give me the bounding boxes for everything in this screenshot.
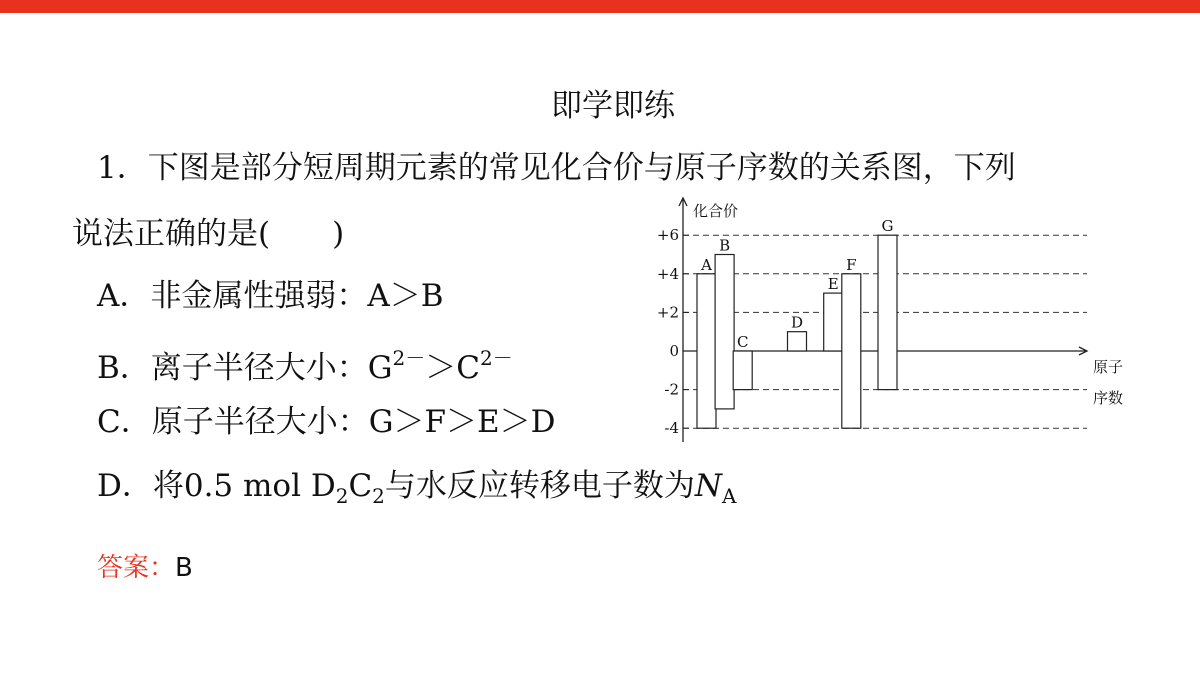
- option-superscript: 2－: [392, 346, 426, 370]
- option-a[interactable]: [97, 276, 444, 316]
- option-subscript: 2: [372, 484, 385, 508]
- bar-label: E: [827, 275, 839, 294]
- bar-label: D: [790, 313, 804, 332]
- x-axis-label: 原子: [1093, 358, 1124, 376]
- y-axis-label: 化合价: [693, 202, 739, 220]
- answer-label: 答案：: [97, 553, 176, 583]
- y-tick-label: 0: [669, 342, 679, 360]
- option-text: 离子半径大小：G: [150, 350, 393, 386]
- option-subscript: A: [722, 484, 737, 508]
- bar-label: A: [701, 255, 712, 274]
- y-tick-label: -4: [664, 419, 679, 438]
- option-c[interactable]: [97, 402, 556, 442]
- option-text: C: [348, 468, 373, 504]
- option-superscript: 2－: [480, 346, 513, 370]
- option-italic-symbol: N: [694, 468, 723, 504]
- y-tick-label: +6: [656, 226, 679, 245]
- option-letter: C．: [97, 404, 152, 440]
- question-number: 1．: [97, 150, 148, 186]
- bar-f: [842, 274, 861, 428]
- bar-c: [733, 351, 752, 390]
- bar-label: F: [846, 255, 857, 274]
- option-letter: B．: [97, 350, 151, 386]
- y-tick-label: -2: [664, 380, 679, 399]
- y-tick-label: +4: [656, 264, 679, 283]
- option-letter: D．: [97, 468, 153, 504]
- y-tick-label: +2: [656, 303, 679, 322]
- answer-line: [97, 551, 193, 585]
- option-text: 与水反应转移电子数为: [384, 468, 695, 504]
- question-stem: 下图是部分短周期元素的常见化合价与原子序数的关系图，下列: [147, 150, 1016, 186]
- option-b[interactable]: [97, 338, 513, 388]
- option-d[interactable]: [97, 466, 736, 516]
- page-title: 即学即练: [551, 88, 675, 124]
- option-text: 原子半径大小：G＞F＞E＞D: [151, 404, 556, 440]
- valence-chart: [650, 190, 1150, 450]
- question-stem-line1: [97, 148, 1016, 188]
- option-subscript: 2: [335, 484, 349, 508]
- x-axis-label: 序数: [1093, 389, 1124, 407]
- bar-a: [697, 274, 716, 428]
- option-text: 非金属性强弱：A＞B: [150, 278, 444, 314]
- option-text: 将0.5 mol D: [152, 468, 336, 504]
- bar-label: G: [881, 217, 894, 236]
- bar-g: [878, 235, 897, 389]
- bar-label: B: [719, 236, 731, 255]
- option-text: ＞C: [425, 350, 481, 386]
- bar-e: [824, 293, 843, 351]
- bar-d: [788, 332, 807, 351]
- answer-value: B: [175, 553, 193, 583]
- top-accent-bar: [0, 0, 1200, 13]
- option-letter: A．: [97, 278, 151, 314]
- question-stem-line2: 说法正确的是( ): [72, 216, 345, 252]
- bar-b: [715, 255, 734, 409]
- bar-label: C: [736, 333, 749, 351]
